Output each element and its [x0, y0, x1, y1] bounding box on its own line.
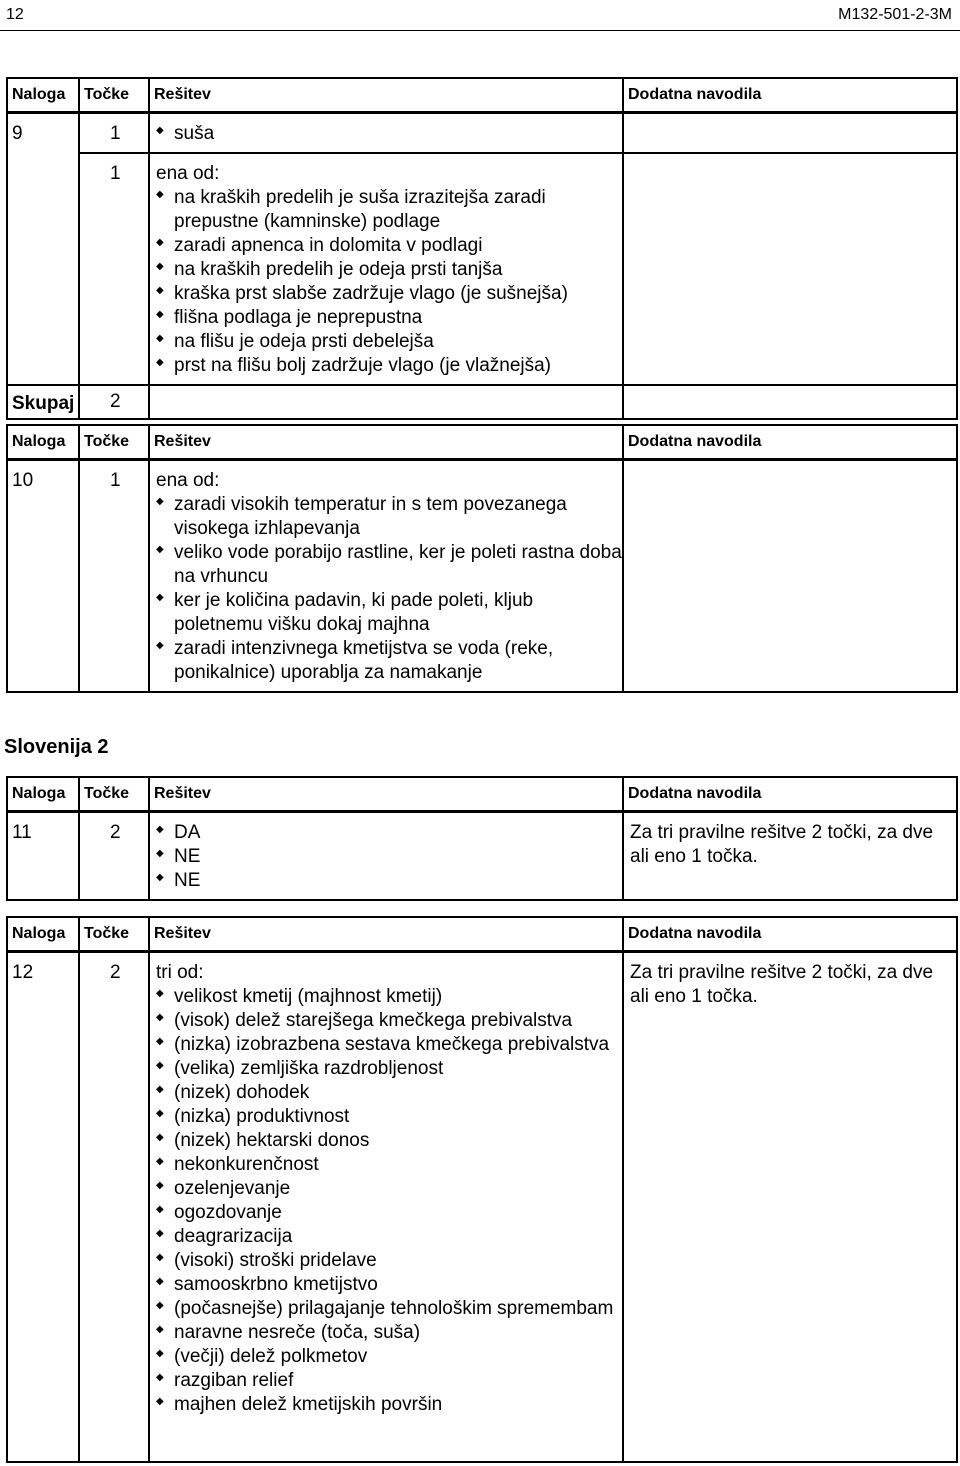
header-resitev: Rešitev — [149, 78, 623, 113]
header-dodatna-navodila: Dodatna navodila — [623, 917, 957, 952]
list-item: ◆ suša — [156, 122, 622, 146]
header-tocke: Točke — [79, 78, 149, 113]
header-naloga: Naloga — [7, 78, 79, 113]
list-item: ◆ zaradi intenzivnega kmetijstva se voda (reke, ponikalnice) uporablja za namakanje — [156, 637, 622, 685]
solution-cell — [149, 460, 623, 693]
list-item: ◆ ozelenjevanje — [156, 1177, 622, 1201]
list-item: ◆ (nizek) dohodek — [156, 1081, 622, 1105]
solution-cell — [149, 812, 623, 901]
task-points: 1 — [79, 460, 149, 693]
table-header-row — [7, 777, 957, 812]
list-item: ◆ veliko vode porabijo rastline, ker je poleti rastna doba na vrhuncu — [156, 541, 622, 589]
task-12-table — [6, 916, 958, 1463]
task-points: 2 — [79, 952, 149, 1462]
task-points: 1 — [79, 153, 149, 385]
solution-cell — [149, 385, 623, 419]
page-number: 12 — [6, 6, 24, 23]
notes-cell: Za tri pravilne rešitve 2 točki, za dve ali eno 1 točka. — [623, 812, 957, 901]
header-tocke: Točke — [79, 917, 149, 952]
task-11-table — [6, 776, 958, 901]
list-item: ◆ (velika) zemljiška razdrobljenost — [156, 1057, 622, 1081]
solution-cell — [149, 113, 623, 154]
list-item: ◆ samooskrbno kmetijstvo — [156, 1273, 622, 1297]
list-item: ◆ deagrarizacija — [156, 1225, 622, 1249]
task-number: 9 — [7, 113, 79, 386]
list-item: ◆ ogozdovanje — [156, 1201, 622, 1225]
task-points: 2 — [79, 812, 149, 901]
solution-intro: ena od: — [156, 163, 220, 184]
list-item: ◆ na kraških predelih je odeja prsti tanjša — [156, 258, 622, 282]
solution-list — [156, 821, 622, 893]
table-header-row — [7, 425, 957, 460]
header-naloga: Naloga — [7, 777, 79, 812]
solution-intro: tri od: — [156, 962, 204, 983]
list-item: ◆ nekonkurenčnost — [156, 1153, 622, 1177]
solution-list — [156, 493, 622, 685]
list-item: ◆ na kraških predelih je suša izrazitejša zaradi prepustne (kamninske) podlage — [156, 186, 622, 234]
list-item: ◆ kraška prst slabše zadržuje vlago (je sušnejša) — [156, 282, 622, 306]
document-code: M132-501-2-3M — [838, 6, 952, 23]
list-item: ◆ (nizka) produktivnost — [156, 1105, 622, 1129]
header-resitev: Rešitev — [149, 917, 623, 952]
solution-intro: ena od: — [156, 470, 220, 491]
task-number: 12 — [7, 952, 79, 1462]
solution-list — [156, 985, 622, 1417]
list-item: ◆ zaradi apnenca in dolomita v podlagi — [156, 234, 622, 258]
list-item: ◆ zaradi visokih temperatur in s tem povezanega visokega izhlapevanja — [156, 493, 622, 541]
table-row — [7, 812, 957, 901]
list-item: ◆ (nizek) hektarski donos — [156, 1129, 622, 1153]
header-resitev: Rešitev — [149, 777, 623, 812]
solution-list — [156, 186, 622, 378]
list-item: ◆ (večji) delež polkmetov — [156, 1345, 622, 1369]
list-item: ◆ DA — [156, 821, 622, 845]
list-item: ◆ flišna podlaga je neprepustna — [156, 306, 622, 330]
header-resitev: Rešitev — [149, 425, 623, 460]
list-item: ◆ NE — [156, 845, 622, 869]
total-value: 2 — [79, 385, 149, 419]
list-item: ◆ razgiban relief — [156, 1369, 622, 1393]
header-naloga: Naloga — [7, 917, 79, 952]
header-dodatna-navodila: Dodatna navodila — [623, 777, 957, 812]
list-item: ◆ (nizka) izobrazbena sestava kmečkega prebivalstva — [156, 1033, 622, 1057]
total-label: Skupaj — [7, 385, 79, 419]
list-item: ◆ majhen delež kmetijskih površin — [156, 1393, 622, 1417]
table-header-row — [7, 917, 957, 952]
list-item: ◆ ker je količina padavin, ki pade poleti, kljub poletnemu višku dokaj majhna — [156, 589, 622, 637]
table-row — [7, 153, 957, 385]
solution-list — [156, 122, 622, 146]
section-title: Slovenija 2 — [4, 736, 109, 758]
task-number: 11 — [7, 812, 79, 901]
table-header-row — [7, 78, 957, 113]
list-item: ◆ prst na flišu bolj zadržuje vlago (je vlažnejša) — [156, 354, 622, 378]
notes-cell — [623, 385, 957, 419]
header-dodatna-navodila: Dodatna navodila — [623, 425, 957, 460]
list-item: ◆ (visoki) stroški pridelave — [156, 1249, 622, 1273]
table-row — [7, 460, 957, 693]
list-item: ◆ velikost kmetij (majhnost kmetij) — [156, 985, 622, 1009]
notes-cell: Za tri pravilne rešitve 2 točki, za dve ali eno 1 točka. — [623, 952, 957, 1462]
list-item: ◆ (visok) delež starejšega kmečkega prebivalstva — [156, 1009, 622, 1033]
task-10-table — [6, 424, 958, 693]
header-tocke: Točke — [79, 425, 149, 460]
task-9-table — [6, 77, 958, 420]
list-item: ◆ NE — [156, 869, 622, 893]
solution-cell — [149, 153, 623, 385]
header-tocke: Točke — [79, 777, 149, 812]
notes-cell — [623, 460, 957, 693]
notes-cell — [623, 113, 957, 154]
notes-cell — [623, 153, 957, 385]
table-row — [7, 113, 957, 154]
solution-cell — [149, 952, 623, 1462]
list-item: ◆ (počasnejše) prilagajanje tehnološkim spremembam — [156, 1297, 622, 1321]
list-item: ◆ na flišu je odeja prsti debelejša — [156, 330, 622, 354]
header-dodatna-navodila: Dodatna navodila — [623, 78, 957, 113]
table-row — [7, 952, 957, 1462]
task-number: 10 — [7, 460, 79, 693]
task-points: 1 — [79, 113, 149, 154]
page-header — [0, 0, 960, 31]
header-naloga: Naloga — [7, 425, 79, 460]
total-row — [7, 385, 957, 419]
list-item: ◆ naravne nesreče (toča, suša) — [156, 1321, 622, 1345]
